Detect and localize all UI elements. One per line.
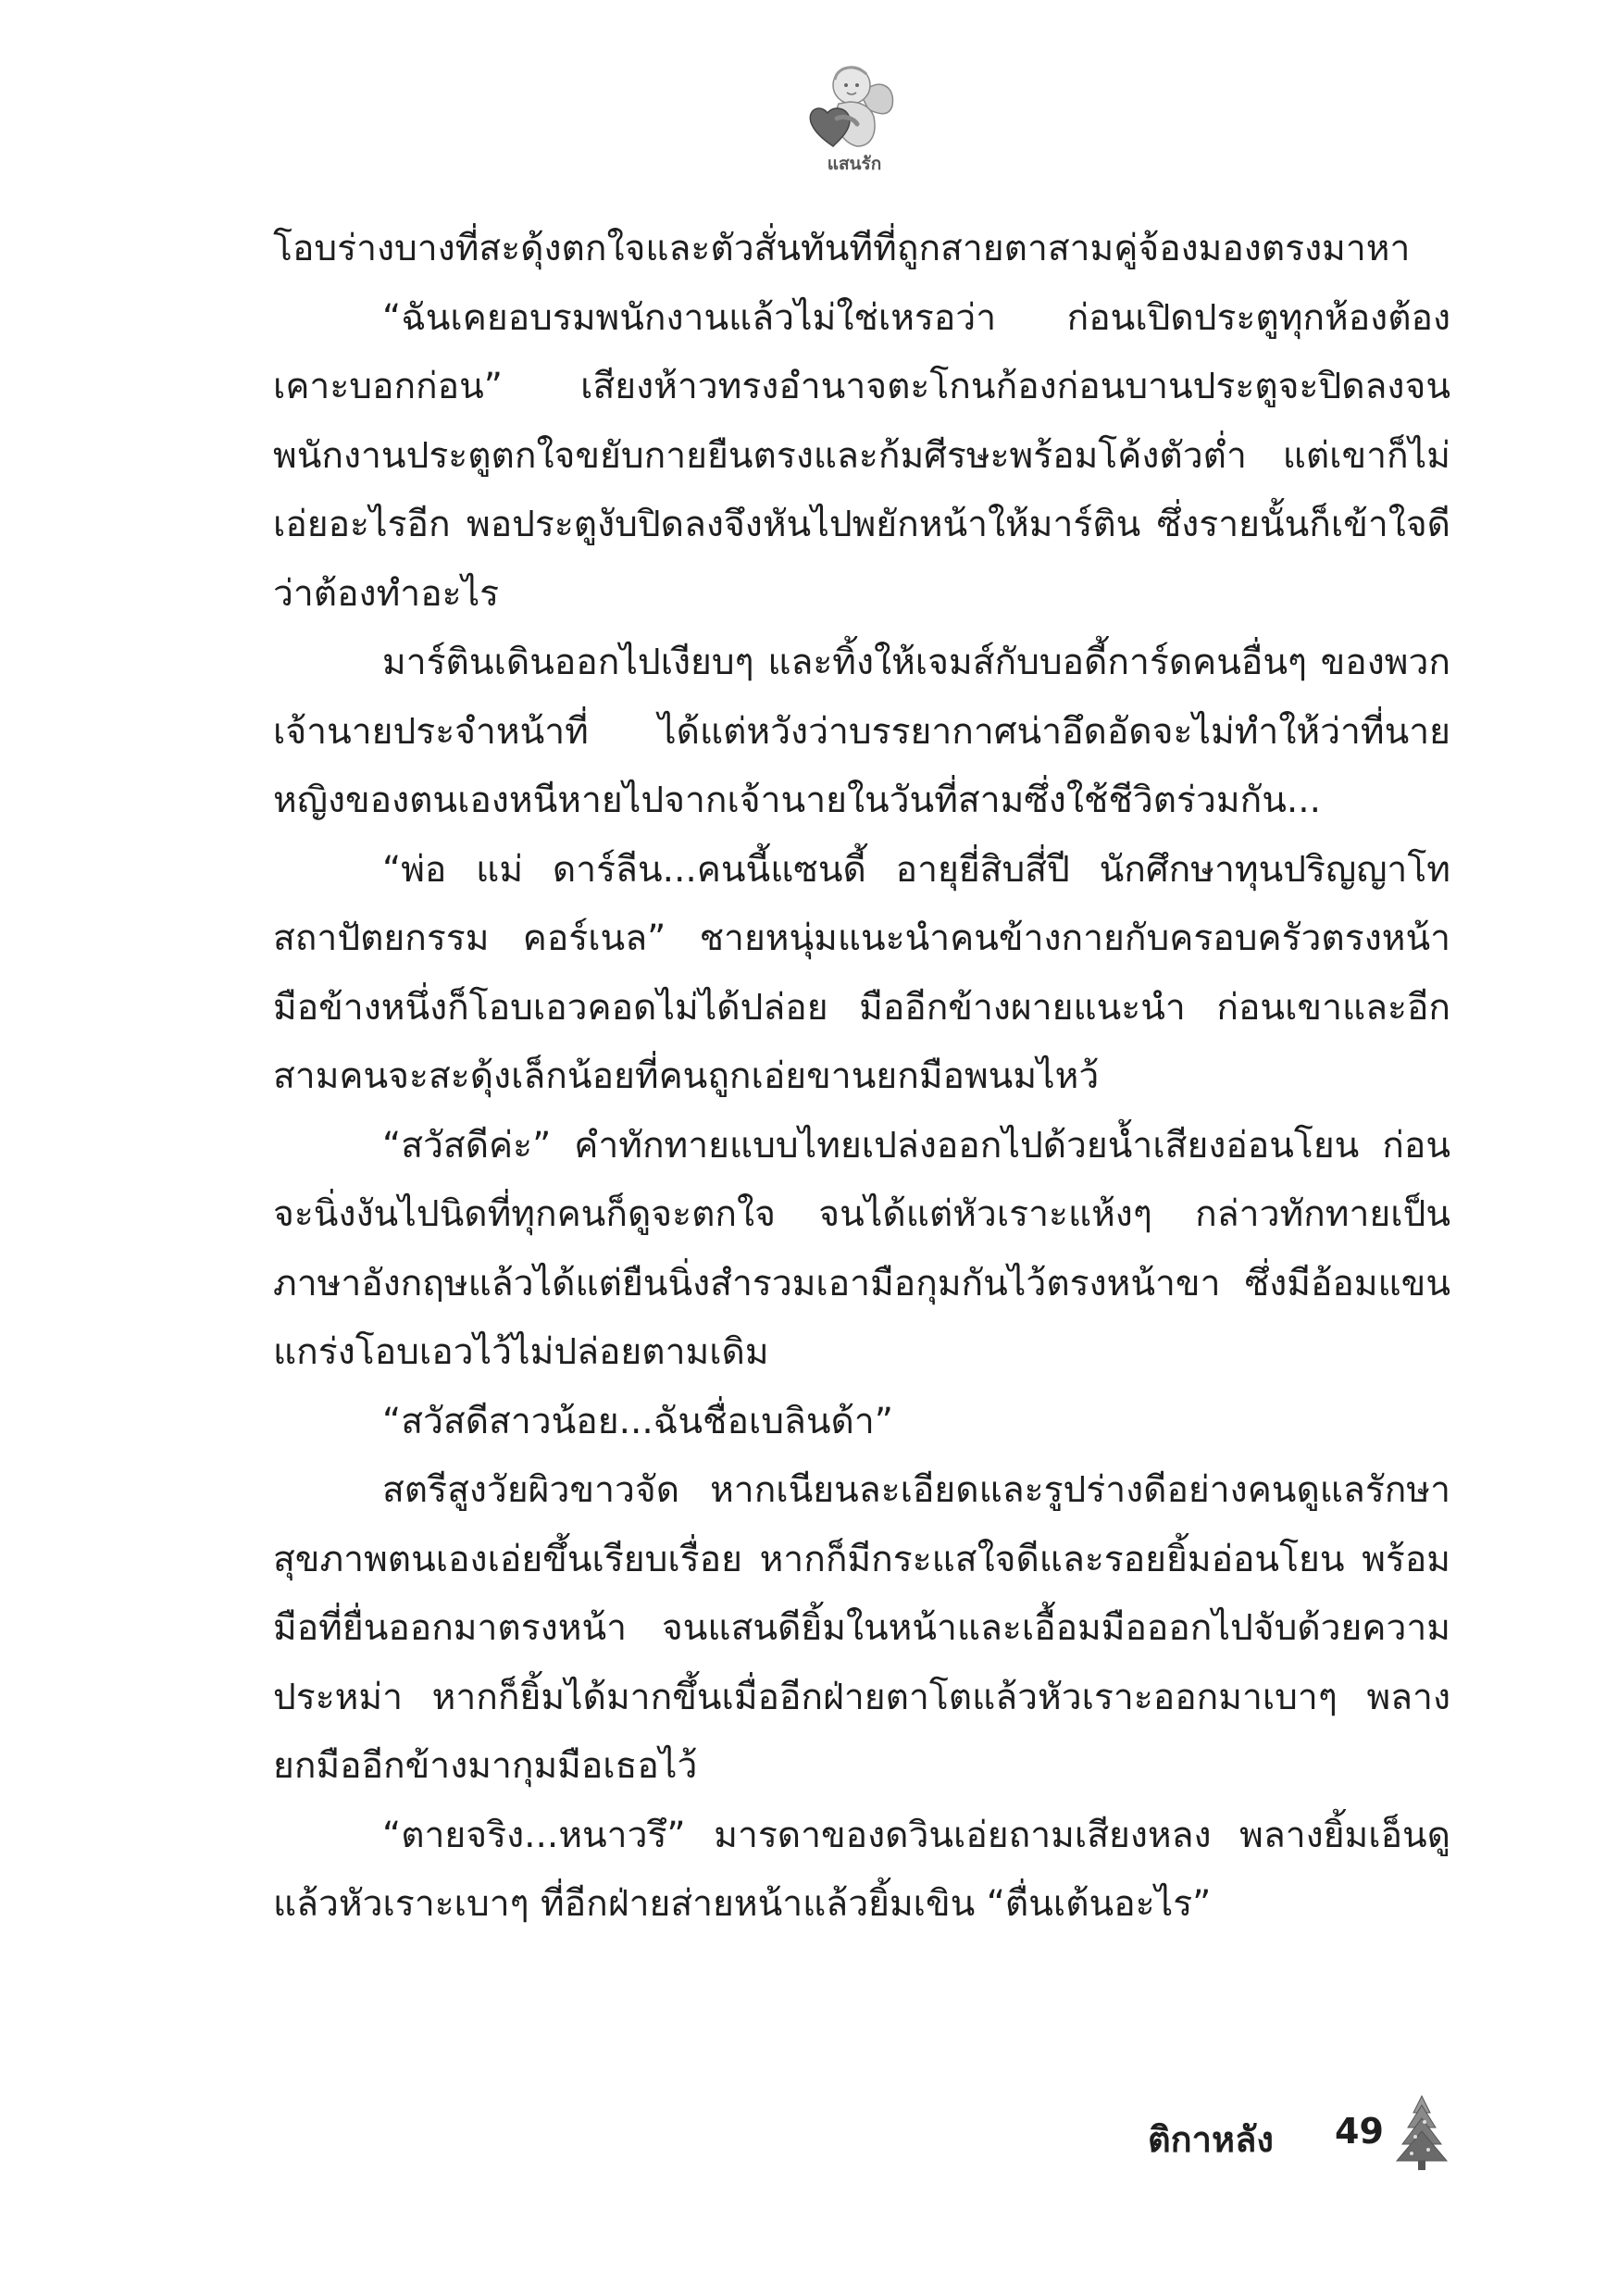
paragraph: “สวัสดีค่ะ” คำทักทายแบบไทยเปล่งออกไปด้วยน้ำเสียงอ่อนโยน ก่อนจะนิ่งงันไปนิดที่ทุกคนก็ดูจะตกใจ จนได้แต่หัวเราะแห้งๆ กล่าวทักทายเป็นภาษาอังกฤษแล้วได้แต่ยืนนิ่งสำรวมเอามือกุมกันไว้ตรงหน้าขา ซึ่งมีอ้อมแขนแกร่งโอบเอวไว้ไม่ปล่อยตามเดิม — [273, 1124, 1450, 1373]
paragraph: “ตายจริง...หนาวรึ” มารดาของดวินเอ่ยถามเสียงหลง พลางยิ้มเอ็นดูแล้วหัวเราะเบาๆ ที่อีกฝ่ายส่ายหน้าแล้วยิ้มเขิน “ตื่นเต้นอะไร” — [273, 1814, 1450, 1925]
page-number: 49 — [1335, 2111, 1384, 2152]
publisher-logo — [803, 57, 905, 178]
paragraph: “สวัสดีสาวน้อย...ฉันชื่อเบลินด้า” — [382, 1400, 893, 1442]
book-title: ติกาหลัง — [1148, 2119, 1274, 2160]
paragraph: “พ่อ แม่ ดาร์ลีน...คนนี้แซนดี้ อายุยี่สิบสี่ปี นักศึกษาทุนปริญญาโทสถาปัตยกรรม คอร์เนล” ชายหนุ่มแนะนำคนข้างกายกับครอบครัวตรงหน้า มือข้างหนึ่งก็โอบเอวคอดไม่ได้ปล่อย มืออีกข้างผายแนะนำ ก่อนเขาและอีกสามคนจะสะดุ้งเล็กน้อยที่คนถูกเอ่ยขานยกมือพนมไหว้ — [273, 848, 1450, 1097]
page-footer — [1074, 2094, 1462, 2177]
christmas-tree-icon — [1393, 2094, 1450, 2174]
paragraph: มาร์ตินเดินออกไปเงียบๆ และทิ้งให้เจมส์กับบอดี้การ์ดคนอื่นๆ ของพวกเจ้านายประจำหน้าที่ ได้แต่หวังว่าบรรยากาศน่าอึดอัดจะไม่ทำให้ว่าที่นายหญิงของตนเองหนีหายไปจากเจ้านายในวันที่สามซึ่งใช้ชีวิตร่วมกัน... — [273, 642, 1450, 821]
body-text — [273, 215, 1450, 1940]
paragraph: “ฉันเคยอบรมพนักงานแล้วไม่ใช่เหรอว่า ก่อนเปิดประตูทุกห้องต้องเคาะบอกก่อน” เสียงห้าวทรงอำนาจตะโกนก้องก่อนบานประตูจะปิดลงจนพนักงานประตูตกใจขยับกายยืนตรงและก้มศีรษะพร้อมโค้งตัวต่ำ แต่เขาก็ไม่เอ่ยอะไรอีก พอประตูงับปิดลงจึงหันไปพยักหน้าให้มาร์ติน ซึ่งรายนั้นก็เข้าใจดีว่าต้องทำอะไร — [273, 296, 1450, 615]
cherub-heart-icon — [803, 57, 905, 159]
paragraph: สตรีสูงวัยผิวขาวจัด หากเนียนละเอียดและรูปร่างดีอย่างคนดูแลรักษาสุขภาพตนเองเอ่ยขึ้นเรียบเรื่อย หากก็มีกระแสใจดีและรอยยิ้มอ่อนโยน พร้อมมือที่ยื่นออกมาตรงหน้า จนแสนดียิ้มในหน้าและเอื้อมมือออกไปจับด้วยความประหม่า หากก็ยิ้มได้มากขึ้นเมื่ออีกฝ่ายตาโตแล้วหัวเราะออกมาเบาๆ พลางยกมืออีกข้างมากุมมือเธอไว้ — [273, 1469, 1450, 1787]
paragraph: โอบร่างบางที่สะดุ้งตกใจและตัวสั่นทันทีที่ถูกสายตาสามคู่จ้องมองตรงมาหา — [273, 228, 1411, 269]
logo-text: แสนรัก — [827, 154, 882, 174]
